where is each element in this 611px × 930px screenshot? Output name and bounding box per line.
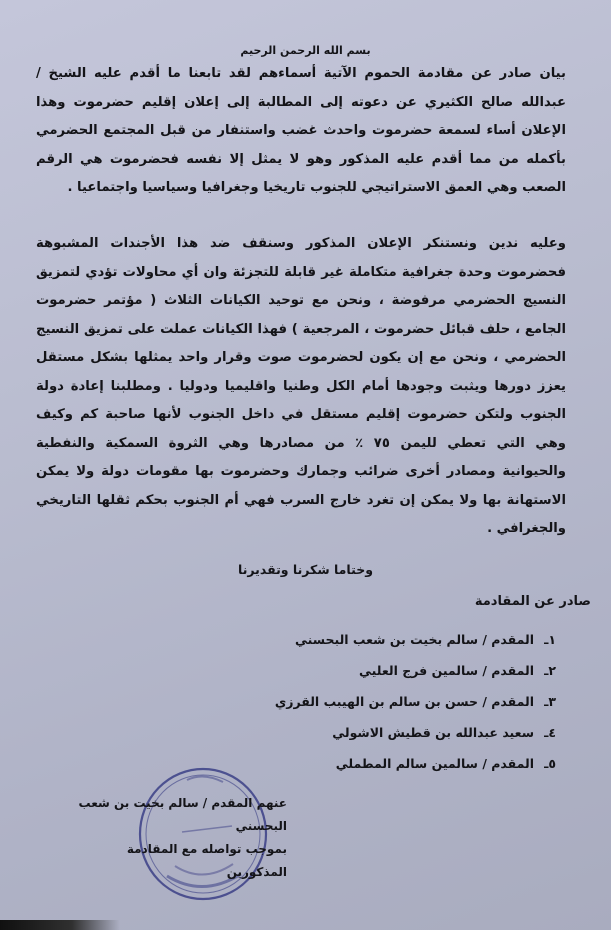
signatory-number: ٥ـ (544, 756, 556, 771)
photo-edge-shadow (0, 920, 120, 930)
basmala-heading: بسم الله الرحمن الرحيم (240, 44, 371, 57)
signature-block (72, 792, 287, 884)
signature-line-1: عنهم المقدم / سالم بخيت بن شعب البحسني (78, 796, 287, 833)
signatory-number: ٢ـ (544, 663, 556, 678)
signatory-item (275, 748, 556, 779)
closing-line: وختاما شكرنا وتقديرنا (238, 562, 373, 577)
signatory-number: ١ـ (544, 632, 556, 647)
signatory-number: ٣ـ (544, 694, 556, 709)
signatory-name: المقدم / سالمين سالم المطملي (335, 756, 534, 771)
signatory-item (275, 717, 556, 748)
statement-paragraph-2: وعليه ندين ونستنكر الإعلان المذكور وسنقف ضد هذا الأجندات المشبوهة فحضرموت وحدة جغرافية متكاملة غير قابلة للتجزئة وان أي محاولات تؤدي لتمزيق النسيج الحضرمي مرفوضة ، ونحن مع توحيد الكيانات الثلاث ( مؤتمر حضرموت الجامع ، حلف قبائل حضرموت ، المرجعية ) فهذا الكيانات عملت على تمزيق النسيج الحضرمي ، ونحن مع إن يكون لحضرموت صوت وقرار واحد يمثلها بشكل مستقل يعزز دورها ويثبت وجودها أمام الكل وطنيا واقليميا ودوليا . ومطلبنا إعادة دولة الجنوب ولتكن حضرموت إقليم مستقل في داخل الجنوب لأنها صاحبة كم وكيف وهي التي تعطي لليمن ٧٥ ٪ من مصادرها وهي الثروة السمكية والنفطية والحيوانية ومصادر أخرى ضرائب وجمارك وحضرموت بها مقومات دولة ولا يمكن الاستهانة بها ولا يمكن إن تغرد خارج السرب فهي أم الجنوب بحكم ثقلها التاريخي والجغرافي . (36, 236, 567, 536)
signatory-name: سعيد عبدالله بن قطيش الاشولي (332, 725, 534, 740)
signatory-item (275, 624, 556, 655)
signatory-name: المقدم / سالم بخيت بن شعب البحسني (294, 632, 534, 647)
signatories-list (275, 624, 556, 779)
signatory-name: المقدم / سالمين فرج العليي (359, 663, 534, 678)
signatory-number: ٤ـ (544, 725, 556, 740)
signatory-item (275, 686, 556, 717)
signatory-name: المقدم / حسن بن سالم بن الهيبب القرزي (274, 694, 534, 709)
issued-by-label: صادر عن المقادمة (474, 594, 591, 609)
signature-line-2: بموجب تواصله مع المقادمة المذكورين (126, 842, 287, 879)
signatory-item (275, 655, 556, 686)
statement-paragraph-1: بيان صادر عن مقادمة الحموم الآتية أسماءهم لقد تابعنا ما أقدم عليه الشيخ / عبدالله صالح الكثيري عن دعوته إلى المطالبة إلى إعلان إقليم حضرموت وهذا الإعلان أساء لسمعة حضرموت واحدث غضب واستنفار من قبل المجتمع الحضرمي بأكمله من مما أقدم عليه المذكور وهو لا يمثل إلا نفسه فحضرموت هي الرقم الصعب وهي العمق الاستراتيجي للجنوب تاريخيا وجغرافيا وسياسيا واجتماعيا . (36, 66, 566, 195)
